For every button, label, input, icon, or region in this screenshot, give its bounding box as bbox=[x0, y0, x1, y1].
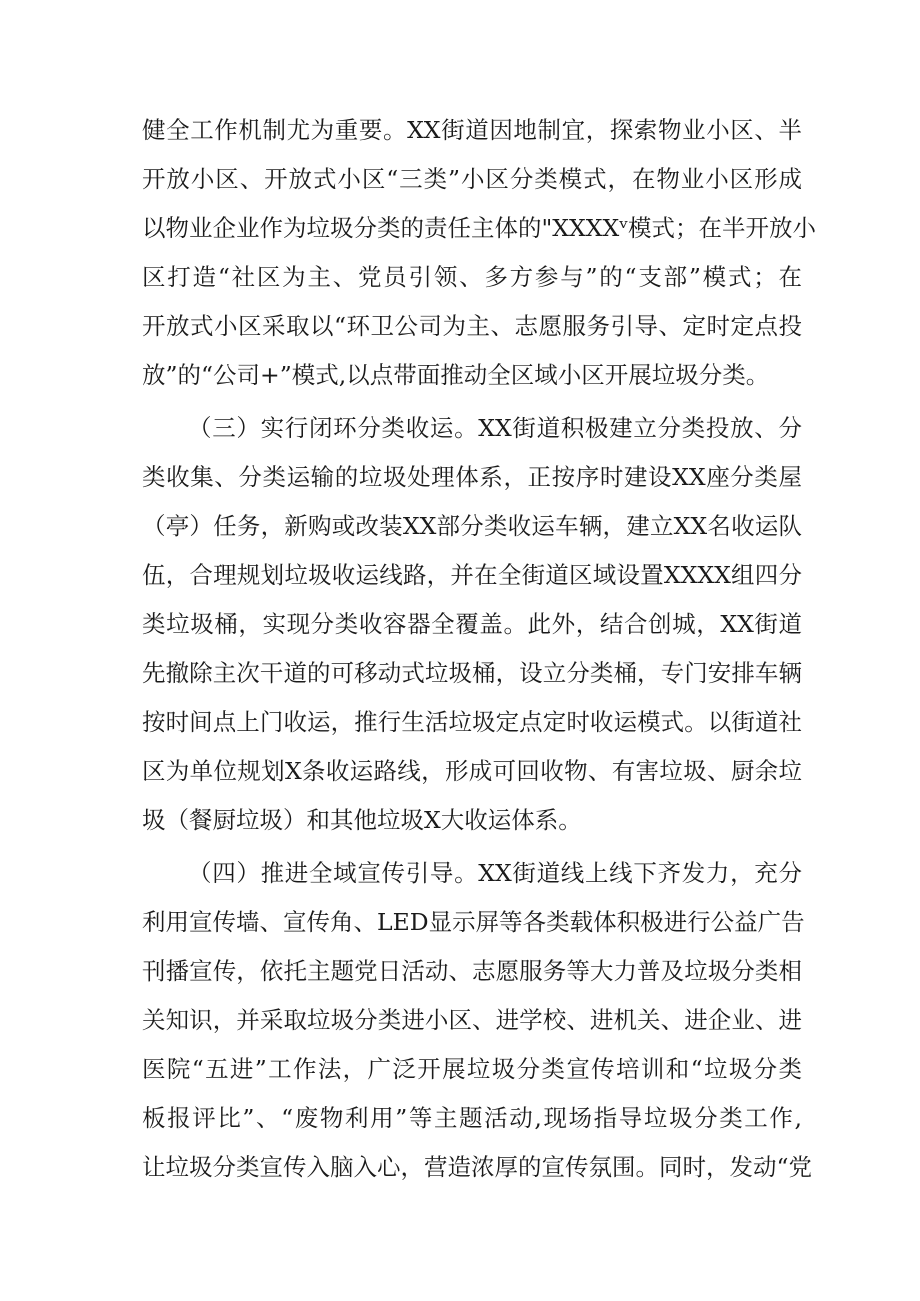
paragraph-line: 区打造“社区为主、党员引领、多方参与”的“支部”模式；在 bbox=[142, 263, 802, 291]
paragraph-line: 利用宣传墙、宣传角、LED显示屏等各类载体积极进行公益广告 bbox=[142, 908, 805, 936]
paragraph-line: 关知识，并采取垃圾分类进小区、进学校、进机关、进企业、进 bbox=[142, 1006, 802, 1034]
paragraph-line: 先撤除主次干道的可移动式垃圾桶，设立分类桶，专门安排车辆 bbox=[142, 659, 802, 687]
paragraph-line: 开放式小区采取以“环卫公司为主、志愿服务引导、定时定点投 bbox=[142, 312, 802, 340]
paragraph-line: 类收集、分类运输的垃圾处理体系，正按序时建设XX座分类屋 bbox=[142, 463, 802, 491]
section-heading-line: （三）实行闭环分类收运。XX街道积极建立分类投放、分 bbox=[188, 414, 802, 442]
paragraph-line: 开放小区、开放式小区“三类”小区分类模式，在物业小区形成 bbox=[142, 165, 802, 193]
paragraph-line: 区为单位规划X条收运路线，形成可回收物、有害垃圾、厨余垃 bbox=[142, 757, 802, 785]
paragraph-line: 以物业企业作为垃圾分类的责任主体的"XXXXᵛ模式；在半开放小 bbox=[142, 214, 816, 242]
paragraph-line: 类垃圾桶，实现分类收容器全覆盖。此外，结合创城，XX街道 bbox=[142, 610, 802, 638]
paragraph-line: 健全工作机制尤为重要。XX街道因地制宜，探索物业小区、半 bbox=[142, 116, 802, 144]
paragraph-line: （亭）任务，新购或改装XX部分类收运车辆，建立XX名收运队 bbox=[142, 512, 802, 540]
paragraph-line: 板报评比”、“废物利用”等主题活动,现场指导垃圾分类工作, bbox=[142, 1104, 802, 1132]
paragraph-line: 放”的“公司+”模式,以点带面推动全区域小区开展垃圾分类。 bbox=[142, 361, 770, 389]
paragraph-line: 医院“五进”工作法，广泛开展垃圾分类宣传培训和“垃圾分类 bbox=[142, 1055, 802, 1083]
paragraph-line: 圾（餐厨垃圾）和其他垃圾X大收运体系。 bbox=[142, 806, 582, 834]
paragraph-line: 让垃圾分类宣传入脑入心，营造浓厚的宣传氛围。同时，发动“党 bbox=[142, 1153, 813, 1181]
paragraph-line: 伍，合理规划垃圾收运线路，并在全街道区域设置XXXX组四分 bbox=[142, 561, 802, 589]
section-heading-line: （四）推进全域宣传引导。XX街道线上线下齐发力，充分 bbox=[188, 859, 802, 887]
paragraph-line: 按时间点上门收运，推行生活垃圾定点定时收运模式。以街道社 bbox=[142, 708, 802, 736]
paragraph-line: 刊播宣传，依托主题党日活动、志愿服务等大力普及垃圾分类相 bbox=[142, 957, 802, 985]
